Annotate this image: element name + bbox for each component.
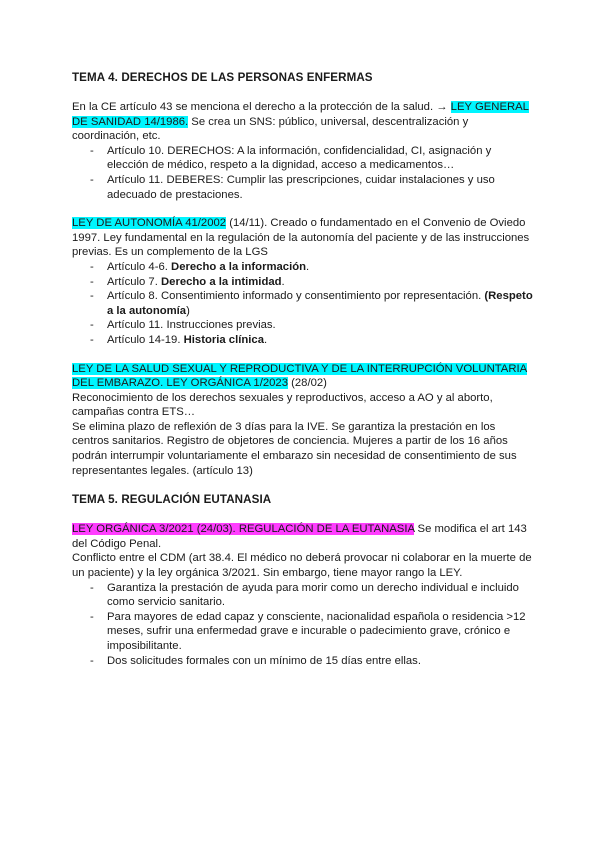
item-bold: Derecho a la información	[171, 260, 307, 273]
item-text: Artículo 14-19.	[107, 333, 184, 346]
autonomia-text: (14/11). Creado o fundamentado en el Convenio de Oviedo 1997. Ley fundamental en la regulación de la autonomía del paciente y de las instrucciones previas. Es un complemento de la LGS	[72, 217, 530, 259]
autonomia-highlight: LEY DE AUTONOMÍA 41/2002	[72, 217, 227, 230]
list-item: - Dos solicitudes formales con un mínimo de 15 días entre ellas.	[72, 654, 534, 669]
lgs-list	[72, 144, 534, 202]
autonomia-paragraph	[72, 216, 534, 260]
lgs-intro-text: En la CE artículo 43 se menciona el derecho a la protección de la salud. →	[72, 101, 451, 113]
lgs-highlight: LEY GENERAL DE SANIDAD 14/1986.	[72, 101, 529, 128]
item-after: .	[263, 333, 268, 346]
eutanasia-highlight: LEY ORGÁNICA 3/2021 (24/03). REGULACIÓN DE LA EUTANASIA	[72, 523, 415, 536]
item-after: .	[306, 260, 310, 273]
lgs-post-text: Se crea un SNS: público, universal, descentralización y coordinación, etc.	[72, 115, 469, 143]
item-bold: Derecho a la intimidad	[161, 275, 282, 288]
item-text: Artículo 7.	[107, 275, 161, 288]
salud-sexual-date: (28/02)	[287, 377, 327, 390]
eutanasia-text: Se modifica el art 143 del Código Penal.	[72, 523, 527, 550]
autonomia-list	[72, 260, 534, 348]
tema5-title: TEMA 5. REGULACIÓN EUTANASIA	[72, 493, 272, 507]
list-item	[72, 275, 534, 290]
list-item: - Artículo 10. DERECHOS: A la información, confidencialidad, CI, asignación y elección de médico, respeto a la dignidad, acceso a medicamentos…	[72, 144, 534, 173]
item-bold: (Respeto a la autonomía	[107, 290, 533, 317]
list-item: - Artículo 11. DEBERES: Cumplir las prescripciones, cuidar instalaciones y uso adecuado de prestaciones.	[72, 173, 534, 202]
list-item	[72, 318, 534, 333]
salud-sexual-heading	[72, 362, 534, 391]
item-text: Artículo 8. Consentimiento informado y consentimiento por representación.	[107, 290, 485, 303]
list-item: - Garantiza la prestación de ayuda para morir como un derecho individual e incluido como servicio sanitario.	[72, 581, 534, 610]
list-item	[72, 260, 534, 275]
salud-sexual-para2: Se elimina plazo de reflexión de 3 días para la IVE. Se garantiza la prestación en los centros sanitarios. Registro de objetores de conciencia. Mujeres a partir de los 16 años podrán interrumpir voluntariamente el embarazo sin necesidad de consentimiento de sus representantes legales. (artículo 13)	[72, 420, 517, 477]
list-item	[72, 289, 534, 318]
conflicto-paragraph: Conflicto entre el CDM (art 38.4. El médico no deberá provocar ni colaborar en la muerte de un paciente) y la ley orgánica 3/2021. Sin embargo, tiene mayor rango la LEY.	[72, 552, 532, 580]
lgs-paragraph	[72, 100, 534, 144]
tema4-title: TEMA 4. DERECHOS DE LAS PERSONAS ENFERMAS	[72, 71, 373, 84]
salud-sexual-highlight: LEY DE LA SALUD SEXUAL Y REPRODUCTIVA Y DE LA INTERRUPCIÓN VOLUNTARIA DEL EMBARAZO. LEY ORGÁNICA 1/2023	[72, 362, 528, 390]
document-content	[72, 70, 534, 668]
eutanasia-list	[72, 581, 534, 669]
item-after: .	[281, 275, 285, 288]
list-item	[72, 333, 534, 348]
item-text: Artículo 11. Instrucciones previas.	[107, 319, 276, 332]
eutanasia-paragraph	[72, 522, 534, 551]
list-item: - Para mayores de edad capaz y consciente, nacionalidad española o residencia >12 meses, sufrir una enfermedad grave e incurable o padecimiento grave, crónico e imposibilitante.	[72, 610, 534, 654]
item-bold: Historia clínica	[183, 333, 264, 346]
item-after: )	[186, 304, 190, 317]
item-text: Artículo 4-6.	[107, 260, 172, 273]
salud-sexual-para1: Reconocimiento de los derechos sexuales y reproductivos, acceso a AO y al aborto, campañas contra ETS…	[72, 391, 493, 419]
